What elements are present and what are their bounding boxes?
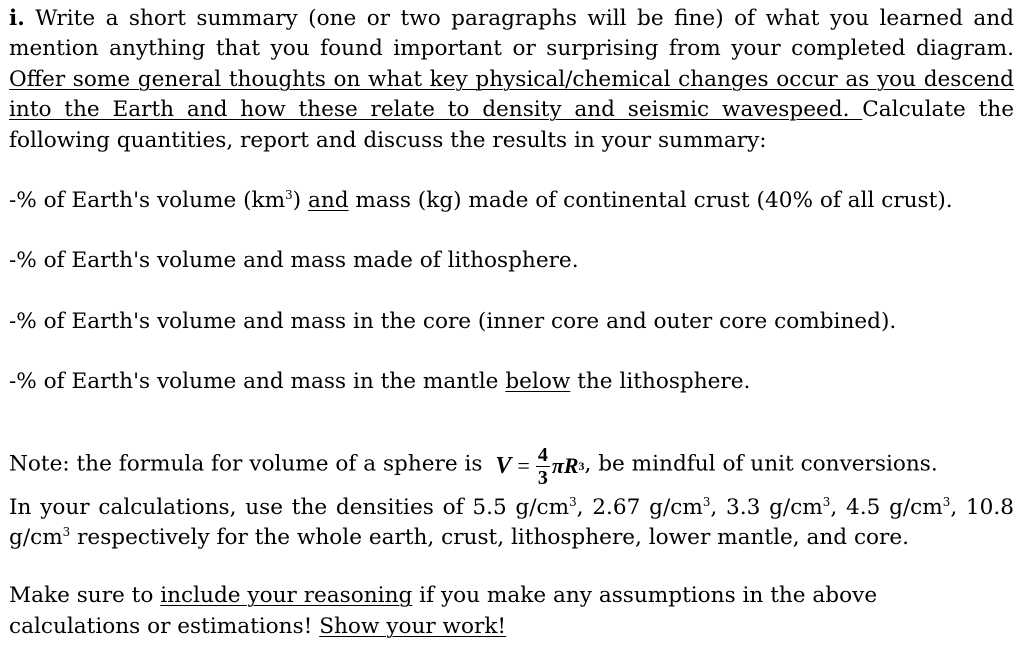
sphere-volume-formula: V = $\frac{4}{3}$ π R 3 [495,443,585,489]
formula-denominator: 3 [537,466,548,489]
quantity-item-core: -% of Earth's volume and mass in the core (inner core and outer core combined). [9,308,897,334]
formula-lhs: V [495,452,512,479]
density-sup: 3 [942,494,951,509]
quantity-item-lithosphere: -% of Earth's volume and mass made of lithosphere. [9,248,579,274]
note-paragraph [9,442,1014,487]
closing-prefix: Make sure to [9,583,161,609]
closing-middle: if you make any assumptions in the above calculations or estimations! [9,583,878,639]
intro-text-a: Write a short summary (one or two paragraphs will be fine) of what you learned and mention anything that you found important or surprising from your completed diagram. [9,6,1014,62]
density-earth: In your calculations, use the densities of 5.5 g/cm [9,494,570,520]
section-label: i. [9,6,25,31]
formula-numerator: 4 [537,443,548,466]
density-sup: 3 [569,494,577,509]
item4-prefix: -% of Earth's volume and mass in the mantle [9,369,506,395]
density-crust: , 2.67 g/cm [576,494,703,520]
item4-suffix: the lithosphere. [570,369,751,395]
density-core: , 10.8 g/cm [9,494,1015,551]
quantity-item-mantle [9,367,1014,397]
item1-superscript: 3 [285,187,293,202]
density-lower-mantle: , 4.5 g/cm [830,494,943,520]
quantity-item-continental-crust [9,186,1014,216]
densities-suffix: respectively for the whole earth, crust, lithosphere, lower mantle, and core. [70,525,910,551]
density-lithosphere: , 3.3 g/cm [710,494,823,520]
formula-radius: R [563,452,579,478]
closing-underlined-show-work: Show your work! [319,613,507,639]
closing-underlined-reasoning: include your reasoning [160,583,413,609]
intro-text-b: Calculate the following quantities, report and discuss the results in your summary: [9,97,1014,153]
item1-mid: ) [292,188,308,214]
formula-equals: = [517,452,530,478]
item1-underlined: and [307,188,349,214]
intro-text-underlined: Offer some general thoughts on what key physical/chemical changes occur as you descend into the Earth and how these relate to density and seismic wavespeed. [9,66,1014,123]
closing-paragraph [9,581,1014,642]
density-sup: 3 [822,494,831,509]
density-sup: 3 [62,524,71,539]
item1-suffix: mass (kg) made of continental crust (40% of all crust). [348,188,953,214]
intro-paragraph [9,4,1014,156]
formula-pi: π [551,452,564,478]
note-prefix: Note: the formula for volume of a sphere is [9,451,490,477]
item1-prefix: -% of Earth's volume (km [9,188,286,214]
formula-fraction [536,444,550,489]
densities-paragraph [9,493,1014,554]
density-sup: 3 [702,494,711,509]
note-suffix: , be mindful of unit conversions. [584,451,938,477]
item4-underlined: below [505,369,571,395]
